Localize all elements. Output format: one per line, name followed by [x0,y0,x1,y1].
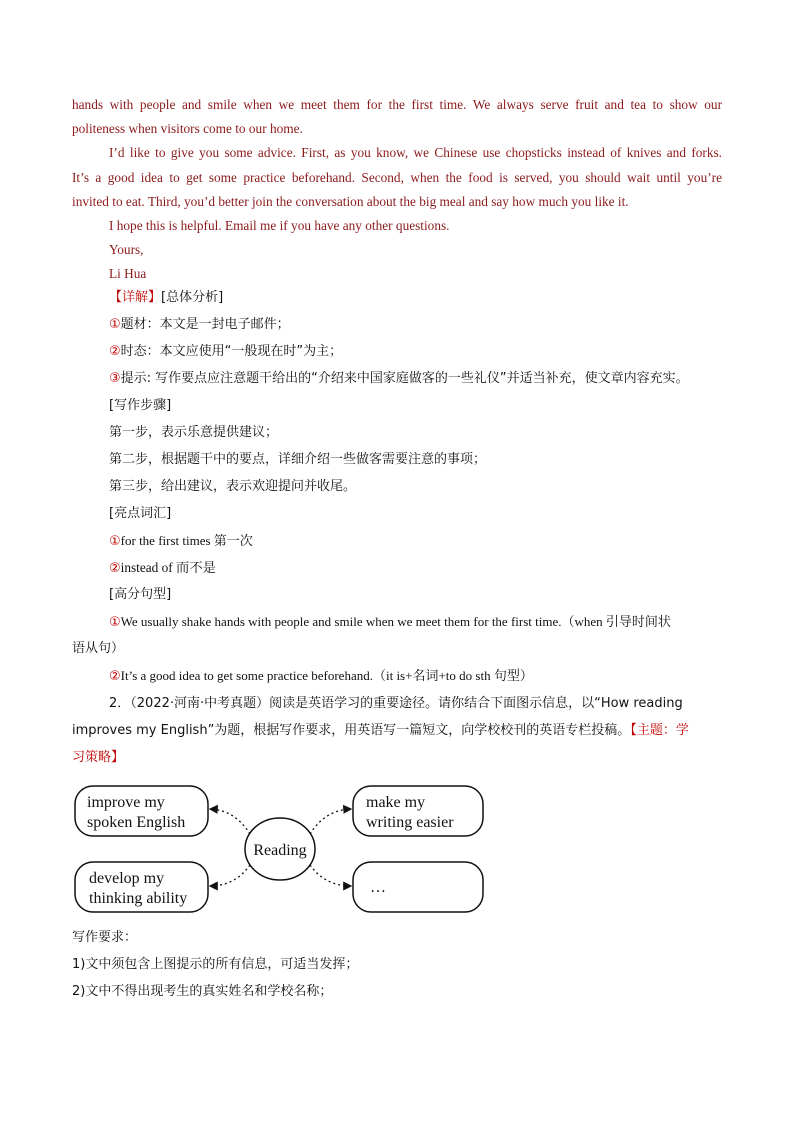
vocab-item-2 [109,560,722,577]
circled-number-1: ① [109,317,121,332]
center-label: Reading [253,842,307,859]
node-bottom-left-line-1: develop my [89,870,165,887]
letter-line-4: It’s a good idea to get some practice beforehand. Second, when the food is served, you should wait until you’re [72,170,722,185]
node-top-right-line-2: writing easier [366,814,454,831]
question-line-1: 2．（2022·河南·中考真题）阅读是英语学习的重要途径。请你结合下面图示信息，以“How reading [109,696,683,711]
sentence-heading: [高分句型] [109,587,172,602]
requirements-heading: 写作要求： [72,930,138,945]
step-1: 第一步，表示乐意提供建议； [109,425,279,440]
question-line-2 [72,723,722,739]
letter-line-6: I hope this is helpful. Email me if you have any other questions. [109,218,450,233]
letter-closing: Yours, [109,242,144,257]
node-bottom-left-line-2: thinking ability [89,890,188,907]
step-2: 第二步，根据题干中的要点，详细介绍一些做客需要注意的事项； [109,452,487,467]
circled-number-3: ③ [109,371,121,386]
analysis-point-1 [109,317,722,333]
analysis-point-3 [109,371,729,387]
vocab-item-2-text: instead of 而不是 [120,560,216,575]
connector-bottom-left [210,865,250,886]
node-top-right-line-1: make my [366,794,426,811]
vocab-item-1 [109,533,722,550]
circled-number-2: ② [109,669,121,684]
circled-number-1: ① [109,615,121,630]
circled-number-2: ② [109,344,121,359]
sentence-item-1 [109,614,722,631]
detail-heading [109,290,722,306]
node-bottom-right-label: … [370,879,386,896]
letter-line-1: hands with people and smile when we meet them for the first time. We always serve fruit and tea to show our [72,97,722,112]
sentence-item-1-text: We usually shake hands with people and smile when we meet them for the first time.（when 引导时间状 [120,614,671,629]
analysis-point-3-text: 提示: 写作要点应注意题干给出的“介绍来中国家庭做客的一些礼仪”并适当补充，使文章内容充实。 [120,371,689,386]
node-top-left-line-2: spoken English [87,814,186,831]
requirement-1: 1)文中须包含上图提示的所有信息，可适当发挥； [72,957,359,972]
analysis-point-1-text: 题材：本文是一封电子邮件； [120,317,290,332]
step-3: 第三步，给出建议，表示欢迎提问并收尾。 [109,479,357,494]
vocab-item-1-text: for the first times 第一次 [120,533,253,548]
question-line-2-text: improves my English”为题，根据写作要求，用英语写一篇短文，向学校校刊的英语专栏投稿。 [72,723,631,738]
sentence-item-2 [109,668,722,685]
requirement-2: 2)文中不得出现考生的真实姓名和学校名称； [72,984,333,999]
overall-analysis-label: [总体分析] [161,290,224,305]
analysis-point-2 [109,344,722,360]
reading-mind-map [70,782,490,918]
circled-number-2: ② [109,561,121,576]
node-top-left-line-1: improve my [87,794,165,811]
letter-line-5: invited to eat. Third, you’d better join the conversation about the big meal and say how much you like it. [72,194,629,209]
question-topic-tag-end: 习策略】 [72,750,125,765]
detail-tag: 【详解】 [109,290,162,305]
question-topic-tag: 【主题：学 [630,723,689,738]
steps-heading: [写作步骤] [109,398,172,413]
letter-line-2: politeness when visitors come to our home. [72,121,303,136]
sentence-item-1-continued: 语从句） [72,641,125,656]
circled-number-1: ① [109,534,121,549]
connector-top-left [210,809,250,834]
vocab-heading: [亮点词汇] [109,506,172,521]
letter-line-3: I’d like to give you some advice. First, as you know, we Chinese use chopsticks instead of knives and forks. [109,145,722,160]
letter-signature: Li Hua [109,266,147,281]
analysis-point-2-text: 时态：本文应使用“一般现在时”为主； [120,344,343,359]
connector-bottom-right [310,865,351,886]
sentence-item-2-text: It’s a good idea to get some practice beforehand.（it is+名词+to do sth 句型） [120,668,533,683]
connector-top-right [310,809,351,834]
